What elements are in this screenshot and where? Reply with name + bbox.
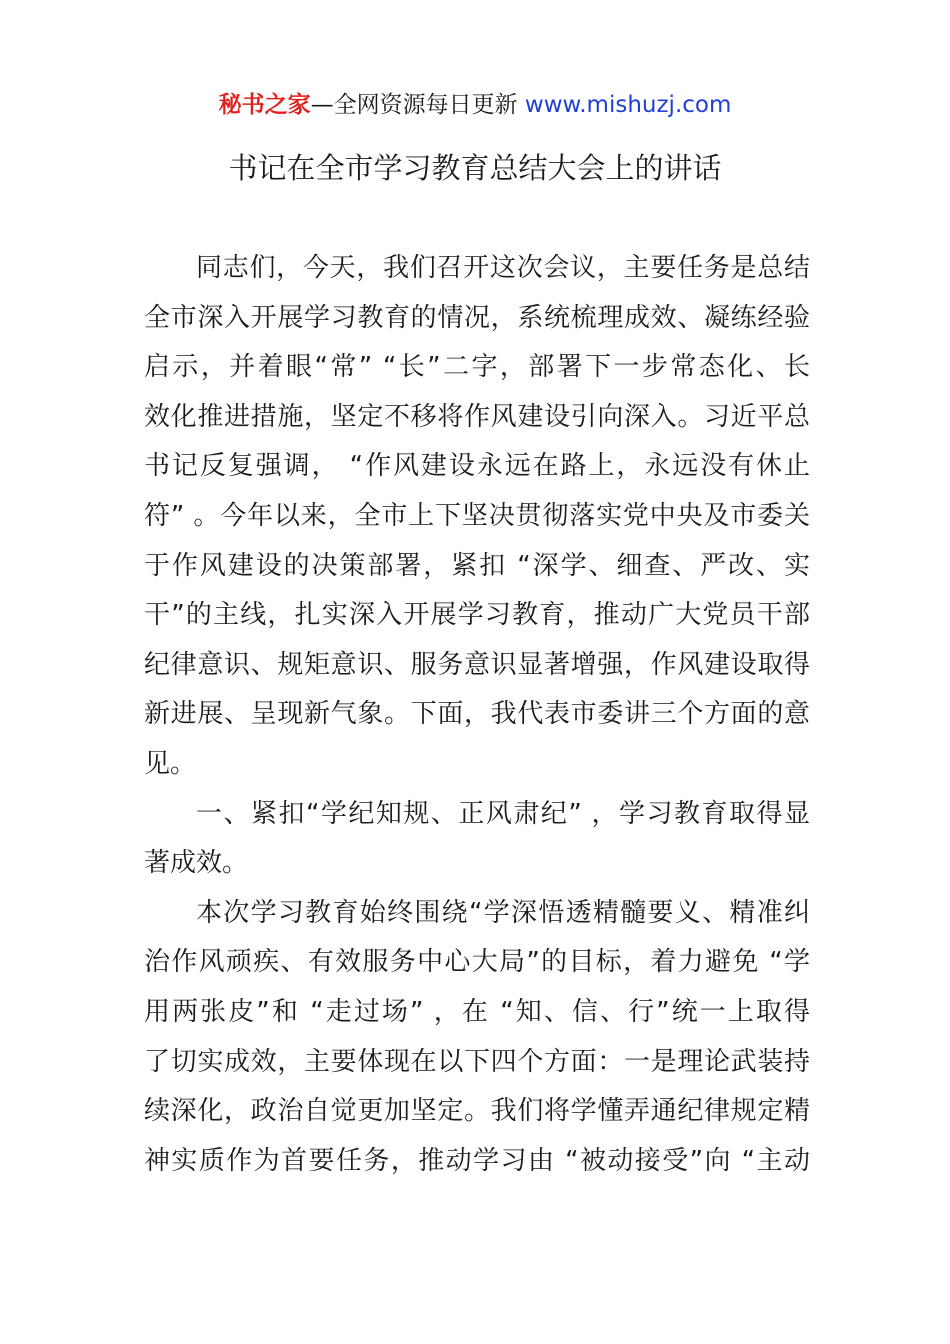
site-header <box>0 88 950 122</box>
section-heading-line: 著成效。 <box>144 848 249 879</box>
paragraph-line: 启示，并着眼“常” “长”二字，部署下一步常态化、长 <box>144 352 810 383</box>
site-url-link[interactable]: www.mishuzj.com <box>524 92 732 118</box>
document-body <box>144 244 810 1186</box>
paragraph-line: 本次学习教育始终围绕“学深悟透精髓要义、精准纠 <box>196 897 810 928</box>
paragraph-line: 纪律意识、规矩意识、服务意识显著增强，作风建设取得 <box>144 649 810 680</box>
paragraph-line: 见。 <box>144 748 197 779</box>
document-title: 书记在全市学习教育总结大会上的讲话 <box>228 151 722 185</box>
paragraph-line: 续深化，政治自觉更加坚定。我们将学懂弄通纪律规定精 <box>144 1096 810 1127</box>
paragraph-line: 于作风建设的决策部署，紧扣 “深学、细查、严改、实 <box>144 550 810 581</box>
paragraph-line: 神实质作为首要任务，推动学习由 “被动接受”向 “主动 <box>144 1145 810 1176</box>
site-slogan: —全网资源每日更新 <box>310 92 525 118</box>
paragraph-line: 用两张皮”和 “走过场” ，在 “知、信、行”统一上取得 <box>144 996 810 1027</box>
site-brand: 秘书之家 <box>218 92 311 118</box>
paragraph-line: 书记反复强调， “作风建设永远在路上，永远没有休止 <box>144 451 810 482</box>
paragraph-line: 同志们，今天，我们召开这次会议，主要任务是总结 <box>196 253 810 283</box>
paragraph-line: 治作风顽疾、有效服务中心大局”的目标，着力避免 “学 <box>144 947 810 978</box>
paragraph-line: 全市深入开展学习教育的情况，系统梳理成效、凝练经验 <box>144 302 810 333</box>
paragraph-line: 干”的主线，扎实深入开展学习教育，推动广大党员干部 <box>144 600 810 631</box>
paragraph-line: 效化推进措施，坚定不移将作风建设引向深入。习近平总 <box>144 401 810 432</box>
paragraph-line: 符” 。今年以来，全市上下坚决贯彻落实党中央及市委关 <box>144 500 810 531</box>
paragraph-line: 了切实成效，主要体现在以下四个方面：一是理论武装持 <box>144 1046 810 1077</box>
paragraph-line: 新进展、呈现新气象。下面，我代表市委讲三个方面的意 <box>144 699 810 730</box>
section-heading-line: 一、紧扣“学纪知规、正风肃纪” ，学习教育取得显 <box>196 798 810 829</box>
